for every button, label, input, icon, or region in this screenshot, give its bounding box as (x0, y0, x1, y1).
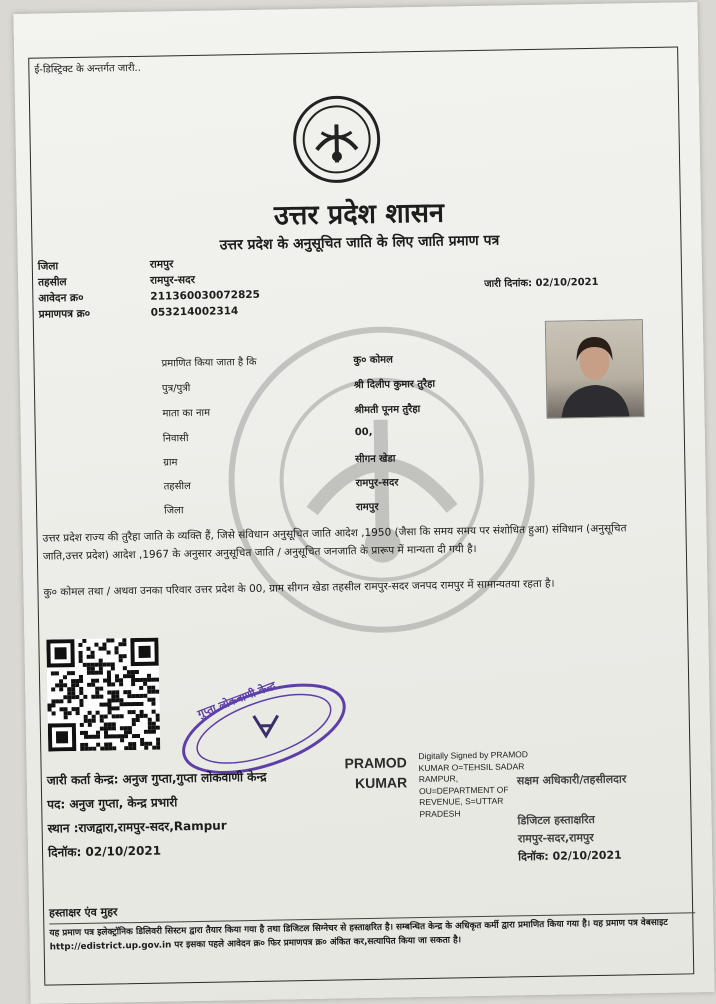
field-label-tehsil: तहसील (163, 481, 191, 493)
meta-tehsil (38, 273, 195, 290)
field-value-district: रामपुर (355, 501, 379, 514)
field-label-district: जिला (164, 505, 184, 517)
field-value-tehsil: रामपुर-सदर (355, 477, 399, 490)
meta-district (38, 257, 174, 273)
signature-name-line2: KUMAR (354, 774, 408, 792)
digital-signature-details: Digitally Signed by PRAMOD KUMAR O=TEHSIL SADAR RAMPUR, OU=DEPARTMENT OF REVENUE, S=UTTAR PRADESH (418, 749, 529, 819)
issue-date: जारी दिनांक: 02/10/2021 (484, 276, 599, 290)
header-note: ई-डिस्ट्रिक्ट के अन्तर्गत जारी.. (34, 62, 141, 76)
authority-title: सक्षम अधिकारी/तहसीलदार (516, 772, 627, 788)
meta-label: आवेदन क्र० (38, 291, 84, 305)
field-label-parent: पुत्र/पुत्री (161, 383, 191, 395)
up-emblem-icon (291, 94, 383, 186)
meta-value: 053214002314 (150, 305, 239, 319)
field-value-name: कु० कोमल (353, 354, 394, 367)
field-label-mother: माता का नाम (162, 407, 211, 420)
qr-code-icon (46, 638, 160, 752)
meta-label: तहसील (38, 276, 67, 289)
issuer-place: स्थान :राजद्वारा,रामपुर-सदर,Rampur (47, 818, 227, 836)
authority-place: रामपुर-सदर,रामपुर (517, 831, 594, 846)
certificate-title: उत्तर प्रदेश शासन (273, 197, 445, 232)
meta-value: रामपुर-सदर (149, 273, 196, 287)
signature-seal-heading: हस्ताक्षर एंव मुहर (48, 905, 118, 920)
person-icon (546, 320, 644, 418)
applicant-photo (545, 319, 645, 419)
meta-value: रामपुर (149, 258, 174, 271)
field-value-resident: 00, (354, 426, 373, 439)
signature-name-line1: PRAMOD (344, 754, 407, 772)
issuer-post: पद: अनुज गुप्ता, केन्द्र प्रभारी (47, 795, 178, 812)
authority-signed: डिजिटल हस्ताक्षरित (517, 813, 596, 828)
stamp-text: गुप्ता लोकवाणी केन्द्र (195, 678, 278, 721)
meta-label: जिला (37, 260, 59, 273)
field-value-mother: श्रीमती पूनम तुरैहा (354, 404, 421, 417)
caste-paragraph: उत्तर प्रदेश राज्य की तुरैहा जाति के व्यक्ति हैं, जिसे संविधान अनुसूचित जाति आदेश ,1950 (जैसा कि समय समय पर संशोधित हुआ) संविधान (अनुसूचित जाति,उत्तर प्रदेश) आदेश ,1967 के अनुसार अनुसूचित जाति / अनुसूचित जनजाति के प्रारूप में मान्यता दी गयी है। (42, 522, 627, 563)
field-label-certified: प्रमाणित किया जाता है कि (161, 356, 257, 370)
footer-note: यह प्रमाण पत्र इलेक्ट्रॉनिक डिलिवरी सिस्टम द्वारा तैयार किया गया है तथा डिजिटल सिग्नेचर से हस्ताक्षरित है। सम्बन्धित केन्द्र के अधिकृत कर्मी द्वारा प्रमाणित किया गया है। यह प्रमाण पत्र वेबसाइट http://edistrict.up.gov.in पर इसका पहले आवेदन क्र० फिर प्रमाणपत्र क्र० अंकित कर,सत्यापित किया जा सकता है। (49, 912, 695, 954)
authority-date: दिनॉक: 02/10/2021 (518, 848, 622, 864)
issuer-center: जारी कर्ता केन्द्र: अनुज गुप्ता,गुप्ता लोकवाणी केन्द्र (46, 769, 267, 788)
certificate-paper (13, 2, 714, 1004)
field-label-resident: निवासी (162, 433, 189, 445)
field-value-village: सीगन खेडा (355, 453, 396, 466)
field-label-village: ग्राम (163, 457, 178, 469)
meta-label: प्रमाणपत्र क्र० (38, 307, 91, 321)
residence-paragraph: कु० कोमल तथा / अथवा उनका परिवार उत्तर प्रदेश के 00, ग्राम सीगन खेडा तहसील रामपुर-सदर जनपद रामपुर में सामान्यतया रहता है। (43, 577, 555, 599)
field-value-father: श्री दिलीप कुमार तुरैहा (353, 378, 436, 392)
digital-signature-name (344, 752, 407, 793)
meta-value: 211360030072825 (150, 288, 261, 303)
certificate-subtitle: उत्तर प्रदेश के अनुसूचित जाति के लिए जाति प्रमाण पत्र (219, 232, 500, 254)
issuer-date: दिनॉक: 02/10/2021 (47, 843, 162, 860)
